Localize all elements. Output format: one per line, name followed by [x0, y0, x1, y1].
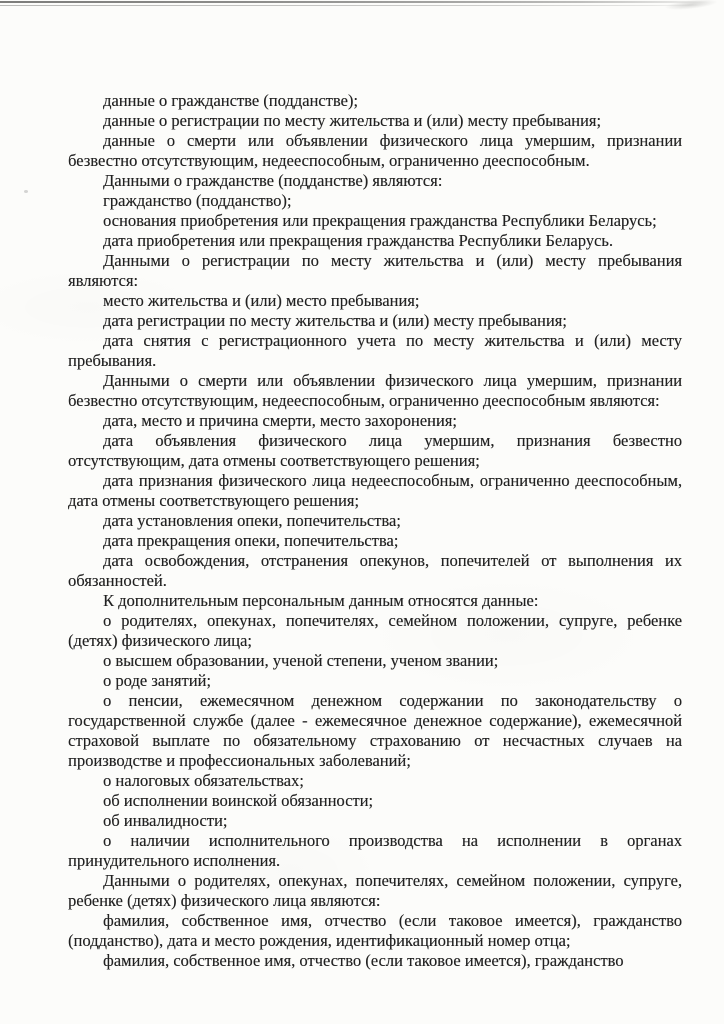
paragraph: о родителях, опекунах, попечителях, семейном положении, супруге, ребенке (детях) физического лица; [68, 611, 682, 650]
paragraph: место жительства и (или) место пребывания; [103, 291, 420, 310]
paragraph: о наличии исполнительного производства на исполнении в органах принудительного исполнения. [68, 831, 682, 870]
paragraph: о роде занятий; [103, 671, 211, 690]
paragraph: гражданство (подданство); [103, 191, 292, 210]
paragraph: основания приобретения или прекращения гражданства Республики Беларусь; [103, 211, 657, 230]
paragraph: о высшем образовании, ученой степени, ученом звании; [103, 651, 499, 670]
paragraph: дата признания физического лица недееспособным, ограниченно дееспособным, дата отмены соответствующего решения; [68, 471, 682, 510]
paragraph: дата освобождения, отстранения опекунов, попечителей от выполнения их обязанностей. [68, 551, 682, 590]
scan-edge-line-secondary [0, 5, 724, 6]
paragraph: фамилия, собственное имя, отчество (если таковое имеется), гражданство [103, 951, 624, 970]
paragraph: Данными о регистрации по месту жительства и (или) месту пребывания являются: [68, 251, 682, 290]
paragraph: К дополнительным персональным данным относятся данные: [103, 591, 539, 610]
paragraph: дата снятия с регистрационного учета по месту жительства и (или) месту пребывания. [68, 331, 682, 370]
scan-edge-line-top [0, 1, 724, 3]
paragraph: данные о гражданстве (подданстве); [103, 91, 358, 110]
paragraph: о налоговых обязательствах; [103, 771, 304, 790]
paragraph: дата регистрации по месту жительства и (или) месту пребывания; [103, 311, 567, 330]
paragraph: фамилия, собственное имя, отчество (если таковое имеется), гражданство (подданство), дата и место рождения, идентификационный номер отца; [68, 911, 682, 950]
paragraph: о пенсии, ежемесячном денежном содержании по законодательству о государственной службе (далее - ежемесячное денежное содержание), ежемесячной страховой выплате по обязательному страхованию от несчастных случаев на производстве и профессиональных заболеваний; [68, 691, 682, 770]
paragraph: дата объявления физического лица умершим, признания безвестно отсутствующим, дата отмены соответствующего решения; [68, 431, 682, 470]
paragraph: об исполнении воинской обязанности; [103, 791, 374, 810]
paragraph: данные о смерти или объявлении физического лица умершим, признании безвестно отсутствующим, недееспособным, ограниченно дееспособным. [68, 131, 682, 170]
paragraph: Данными о смерти или объявлении физического лица умершим, признании безвестно отсутствующим, недееспособным, ограниченно дееспособным являются: [68, 371, 682, 410]
paragraph: дата прекращения опеки, попечительства; [103, 531, 399, 550]
paragraph: Данными о родителях, опекунах, попечителях, семейном положении, супруге, ребенке (детях) физического лица являются: [68, 871, 682, 910]
scan-noise-dot [24, 190, 28, 193]
document-text [68, 91, 682, 971]
paragraph: Данными о гражданстве (подданстве) являются: [103, 171, 443, 190]
paragraph: об инвалидности; [103, 811, 228, 830]
paragraph: дата, место и причина смерти, место захоронения; [103, 411, 457, 430]
paragraph: дата приобретения или прекращения гражданства Республики Беларусь. [103, 231, 613, 250]
paragraph: дата установления опеки, попечительства; [103, 511, 401, 530]
paragraph: данные о регистрации по месту жительства и (или) месту пребывания; [103, 111, 601, 130]
